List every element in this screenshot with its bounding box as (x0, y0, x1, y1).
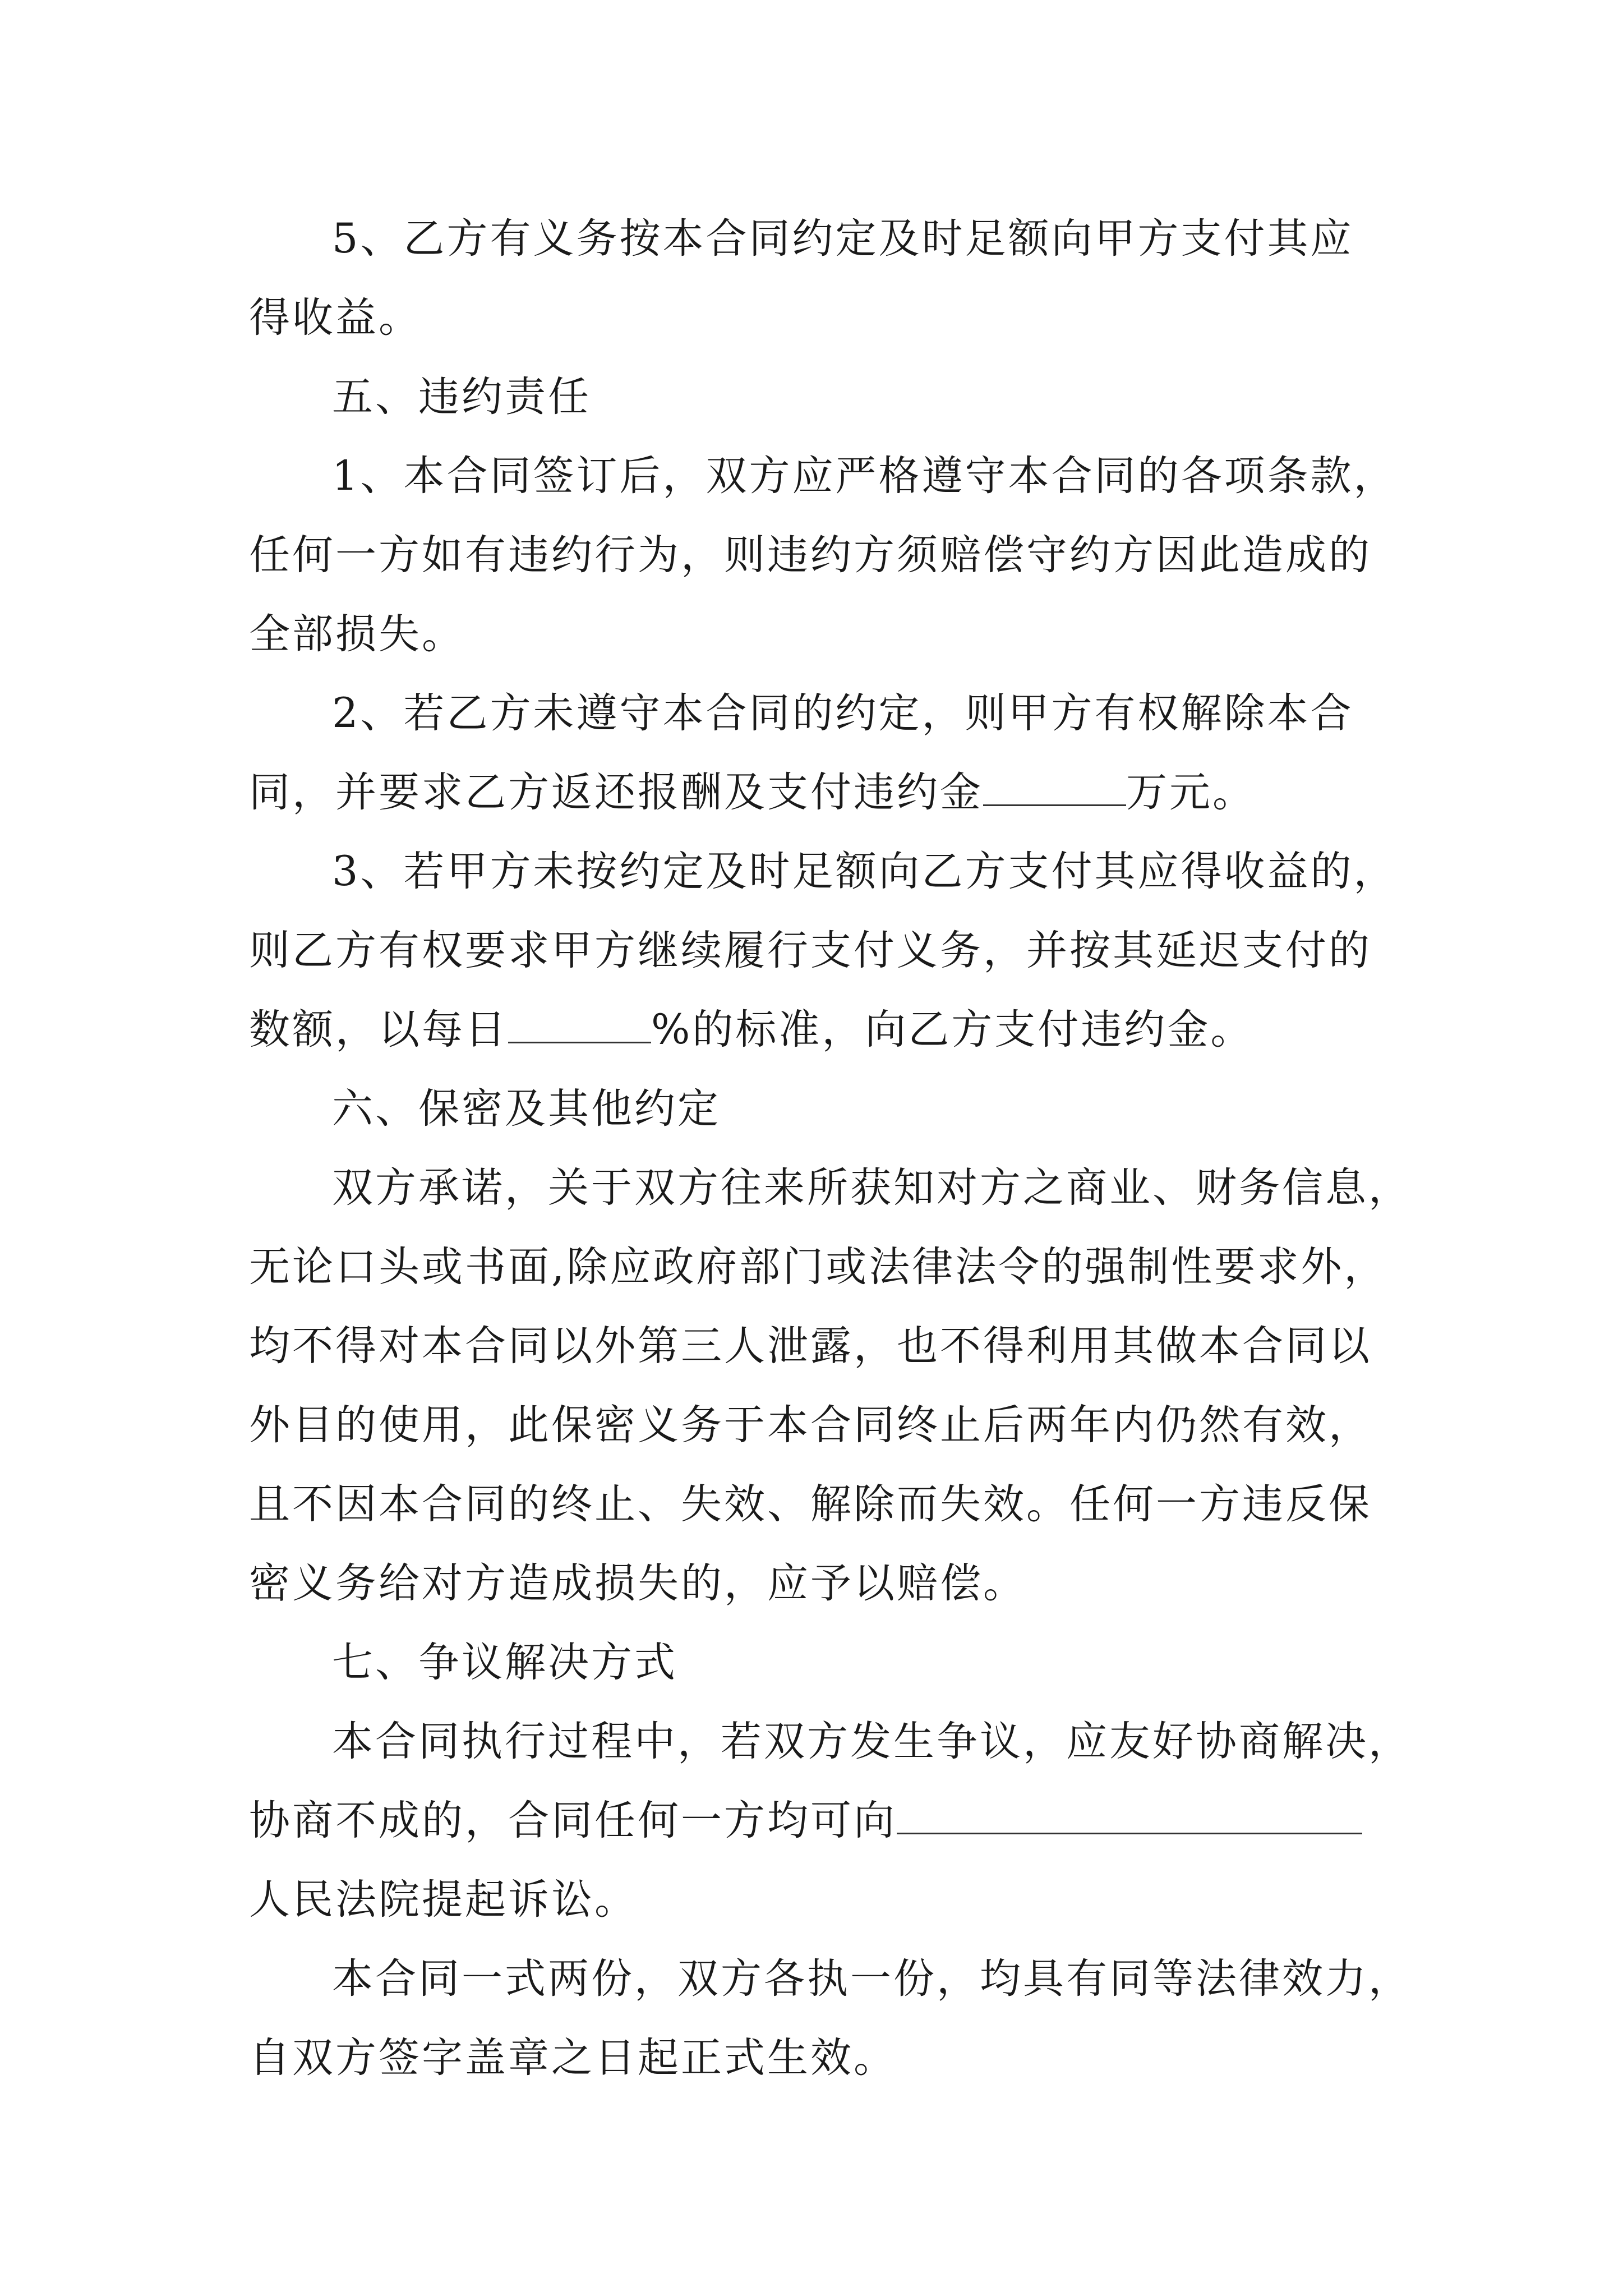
paragraph-line: 本合同一式两份，双方各执一份，均具有同等法律效力， (332, 1955, 1412, 2003)
paragraph-line: 人民法院提起诉讼。 (249, 1876, 638, 1924)
line-text: 数额，以每日 (249, 1006, 508, 1053)
paragraph-line: 得收益。 (249, 294, 422, 342)
paragraph-line (249, 990, 1387, 1069)
line-text: 协商不成的，合同任何一方均可向 (249, 1797, 897, 1844)
section-heading-breach (249, 357, 1387, 436)
paragraph-line (249, 1781, 1387, 1860)
breach-item-1 (249, 436, 1397, 674)
paragraph-line: 且不因本合同的终止、失效、解除而失效。任何一方违反保 (249, 1480, 1372, 1528)
breach-item-3 (249, 832, 1397, 1069)
penalty-amount-blank (983, 765, 1126, 806)
line-text: 同，并要求乙方返还报酬及支付违约金 (249, 769, 983, 816)
paragraph-line: 全部损失。 (249, 610, 465, 658)
section-heading: 七、争议解决方式 (332, 1639, 677, 1686)
paragraph-line: 均不得对本合同以外第三人泄露，也不得利用其做本合同以 (249, 1322, 1372, 1370)
section-heading: 五、违约责任 (332, 373, 591, 421)
paragraph-line: 5、乙方有义务按本合同约定及时足额向甲方支付其应 (332, 215, 1354, 263)
paragraph-line: 外目的使用，此保密义务于本合同终止后两年内仍然有效， (249, 1401, 1372, 1449)
section-heading-dispute (249, 1623, 1387, 1702)
paragraph-line: 密义务给对方造成损失的，应予以赔偿。 (249, 1559, 1026, 1607)
section-heading: 六、保密及其他约定 (332, 1085, 721, 1133)
paragraph-line: 无论口头或书面,除应政府部门或法律法令的强制性要求外， (249, 1243, 1387, 1291)
paragraph-line: 1、本合同签订后，双方应严格遵守本合同的各项条款， (332, 452, 1397, 500)
paragraph-line (249, 753, 1387, 832)
paragraph-line: 任何一方如有违约行为，则违约方须赔偿守约方因此造成的 (249, 531, 1372, 579)
line-text: 万元。 (1126, 769, 1256, 816)
paragraph-line: 双方承诺，关于双方往来所获知对方之商业、财务信息， (332, 1164, 1412, 1212)
paragraph-line: 则乙方有权要求甲方继续履行支付义务，并按其延迟支付的 (249, 927, 1372, 974)
court-name-blank (897, 1793, 1362, 1834)
contract-text (249, 199, 1412, 2097)
clause-item-5 (249, 199, 1387, 357)
paragraph-line: 3、若甲方未按约定及时足额向乙方支付其应得收益的， (332, 848, 1397, 895)
paragraph-line: 2、若乙方未遵守本合同的约定，则甲方有权解除本合 (332, 689, 1354, 737)
paragraph-line: 本合同执行过程中，若双方发生争议，应友好协商解决， (332, 1718, 1412, 1765)
paragraph-line: 自双方签字盖章之日起正式生效。 (249, 2034, 897, 2082)
breach-item-2 (249, 674, 1387, 832)
dispute-body (249, 1702, 1412, 1939)
section-heading-confidentiality (249, 1069, 1387, 1148)
closing-clause (249, 1939, 1412, 2097)
confidentiality-body (249, 1148, 1412, 1623)
line-text: %的标准，向乙方支付违约金。 (651, 1006, 1254, 1053)
daily-rate-blank (508, 1002, 651, 1043)
